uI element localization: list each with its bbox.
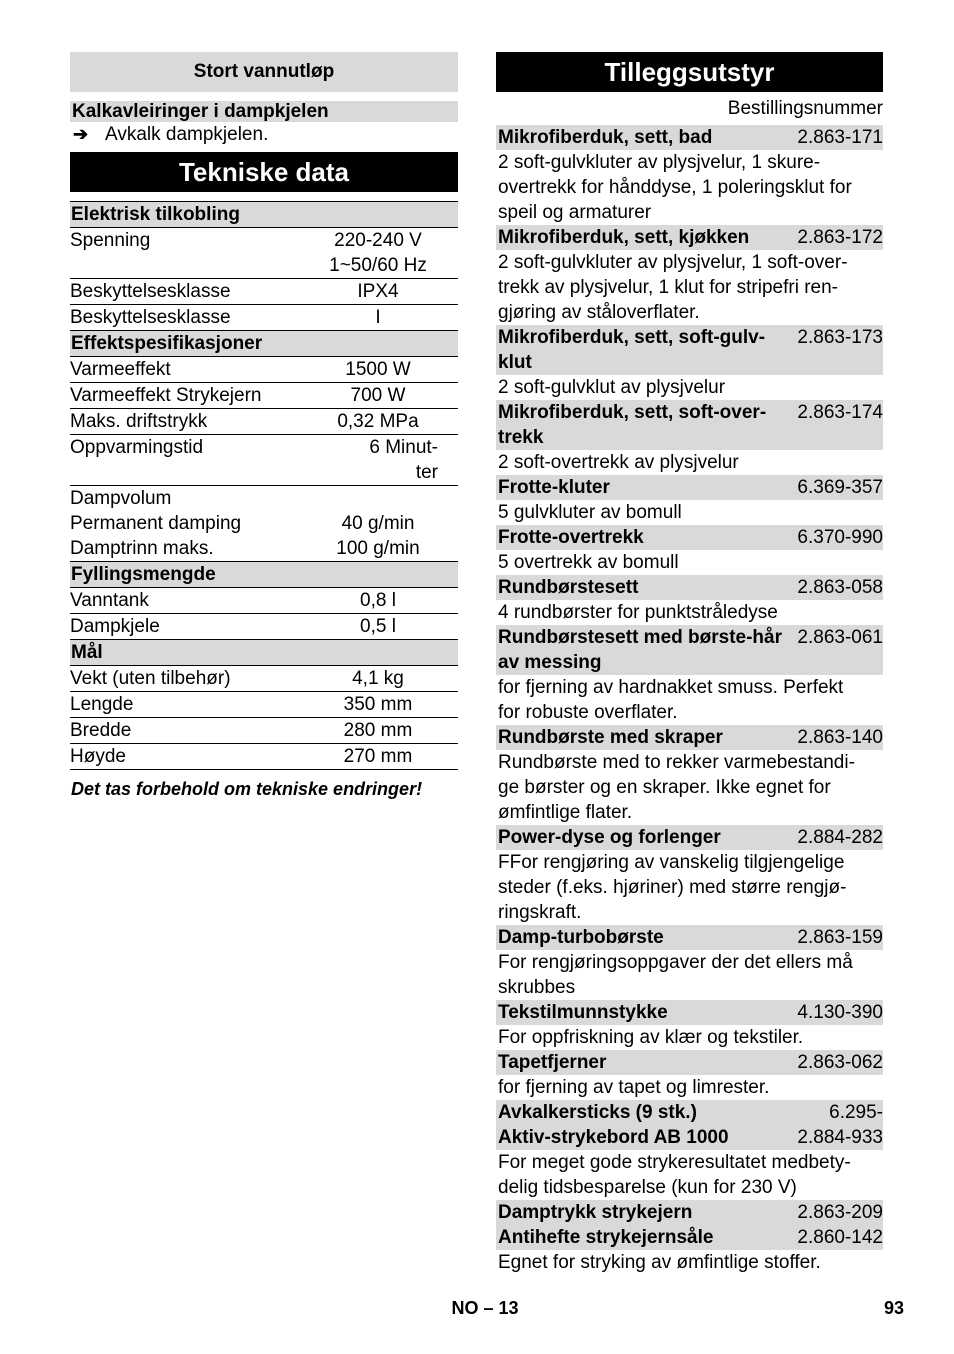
spec-section-label: Effektspesifikasjoner — [70, 331, 458, 357]
spec-label: Dampvolum — [70, 488, 172, 509]
accessory-order-number: 6.369-357 — [797, 477, 883, 498]
spec-row — [70, 486, 458, 512]
spec-value: 6 Minut- — [369, 437, 438, 458]
accessory-description-line: 2 soft-overtrekk av plysjvelur — [498, 452, 739, 473]
spec-label: Permanent damping — [70, 513, 242, 534]
accessory-name: Avkalkersticks (9 stk.) — [498, 1102, 697, 1123]
accessory-name: Rundbørstesett med børste-hår av messing — [498, 627, 782, 673]
spec-value: 350 mm — [298, 692, 458, 718]
accessory-header — [496, 625, 883, 675]
accessory-name: Frotte-overtrekk — [498, 527, 644, 548]
spec-label: Høyde — [70, 744, 298, 770]
accessory-description-line: ge børster og en skraper. Ikke egnet for — [498, 777, 831, 798]
accessory-description-line: delig tidsbesparelse (kun for 230 V) — [498, 1177, 797, 1198]
accessory-description-line: ringskraft. — [498, 902, 582, 923]
spec-section-label: Mål — [70, 640, 458, 666]
spec-label — [70, 460, 298, 486]
accessory-order-number: 6.295- — [829, 1102, 883, 1123]
spec-value: 100 g/min — [298, 536, 458, 562]
spec-row — [70, 435, 458, 461]
accessory-name: Mikrofiberduk, sett, kjøkken — [498, 227, 750, 248]
accessory-order-number: 2.884-282 — [797, 827, 883, 848]
accessory-name: Rundbørste med skraper — [498, 727, 723, 748]
accessory-description-line: For meget gode strykeresultatet medbety- — [498, 1152, 851, 1173]
spec-value: I — [298, 305, 458, 331]
accessory-order-number: 2.860-142 — [797, 1227, 883, 1248]
spec-label: Maks. driftstrykk — [70, 409, 298, 435]
accessory-header — [496, 1200, 883, 1225]
spec-row — [70, 692, 458, 718]
accessory-description-line: for robuste overflater. — [498, 702, 678, 723]
accessory-order-number: 2.863-140 — [797, 727, 883, 748]
spec-label: Dampkjele — [70, 614, 298, 640]
accessory-name: Mikrofiberduk, sett, soft-over-trekk — [498, 402, 767, 448]
instruction-line — [70, 122, 458, 147]
accessory-description-line: for fjerning av hardnakket smuss. Perfekt — [498, 677, 844, 698]
accessory-header — [496, 475, 883, 500]
accessory-header — [496, 400, 883, 450]
accessory-header — [496, 1050, 883, 1075]
accessory-name: Mikrofiberduk, sett, bad — [498, 127, 713, 148]
accessory-description-line: Egnet for stryking av ømfintlige stoffer. — [498, 1252, 821, 1273]
instruction-text: Avkalk dampkjelen. — [105, 124, 269, 145]
accessory-name: Power-dyse og forlenger — [498, 827, 721, 848]
accessories-title: Tilleggsutstyr — [496, 52, 883, 92]
tech-data-title: Tekniske data — [70, 152, 458, 192]
accessory-header — [496, 325, 883, 375]
right-column — [496, 52, 883, 1275]
spec-label: Beskyttelsesklasse — [70, 305, 298, 331]
accessory-name: Tapetfjerner — [498, 1052, 607, 1073]
subheading-limescale: Kalkavleiringer i dampkjelen — [70, 101, 458, 122]
page-number: 93 — [884, 1298, 905, 1318]
accessory-header — [496, 125, 883, 150]
accessory-description-line: 5 gulvkluter av bomull — [498, 502, 682, 523]
spec-label: Vanntank — [70, 588, 298, 614]
accessory-order-number: 2.863-174 — [797, 402, 883, 423]
accessory-description-line: 4 rundbørster for punktstråledyse — [498, 602, 778, 623]
accessory-description-line: gjøring av ståloverflater. — [498, 302, 700, 323]
accessory-order-number: 2.863-062 — [797, 1052, 883, 1073]
spec-value: 1~50/60 Hz — [298, 253, 458, 279]
accessory-order-number: 2.863-209 — [797, 1202, 883, 1223]
spec-label: Varmeeffekt — [70, 357, 298, 383]
left-column — [70, 52, 458, 800]
spec-value: 0,5 l — [298, 614, 458, 640]
spec-value: 280 mm — [298, 718, 458, 744]
accessory-order-number: 2.863-173 — [797, 327, 883, 348]
spec-row — [70, 460, 458, 486]
accessory-name: Tekstilmunnstykke — [498, 1002, 668, 1023]
accessory-description-line: Rundbørste med to rekker varmebestandi- — [498, 752, 855, 773]
spec-row — [70, 357, 458, 383]
arrow-right-icon: ➔ — [73, 124, 89, 144]
spec-value: 0,32 MPa — [298, 409, 458, 435]
spec-value: 700 W — [298, 383, 458, 409]
accessory-description-line: For oppfriskning av klær og tekstiler. — [498, 1027, 804, 1048]
accessory-header — [496, 1125, 883, 1150]
spec-label: Vekt (uten tilbehør) — [70, 666, 298, 692]
spec-label: Varmeeffekt Strykejern — [70, 383, 298, 409]
accessory-description-line: overtrekk for hånddyse, 1 poleringsklut for — [498, 177, 852, 198]
spec-value: 1500 W — [298, 357, 458, 383]
spec-row — [70, 383, 458, 409]
spec-value: 270 mm — [298, 744, 458, 770]
spec-value: 4,1 kg — [298, 666, 458, 692]
accessory-description-line: for fjerning av tapet og limrester. — [498, 1077, 770, 1098]
spec-value — [298, 486, 458, 512]
accessory-description-line: steder (f.eks. hjøriner) med større rengjø- — [498, 877, 847, 898]
accessory-name: Damptrykk strykejern — [498, 1202, 693, 1223]
accessory-order-number: 2.863-058 — [797, 577, 883, 598]
spec-label: Spenning — [70, 230, 151, 251]
spec-section-label: Elektrisk tilkobling — [70, 202, 458, 228]
accessory-order-number: 4.130-390 — [797, 1002, 883, 1023]
spec-section-row — [70, 640, 458, 666]
spec-label: Lengde — [70, 692, 298, 718]
accessory-order-number: 2.863-172 — [797, 227, 883, 248]
spec-row — [70, 744, 458, 770]
accessory-description-line: speil og armaturer — [498, 202, 652, 223]
spec-label: Oppvarmingstid — [70, 437, 204, 458]
spec-row — [70, 588, 458, 614]
accessory-header — [496, 1100, 883, 1125]
accessory-header — [496, 1225, 883, 1250]
accessory-header — [496, 1000, 883, 1025]
accessory-header — [496, 225, 883, 250]
spec-label: Damptrinn maks. — [70, 536, 298, 562]
accessory-header — [496, 825, 883, 850]
accessory-order-number: 2.884-933 — [797, 1127, 883, 1148]
accessory-name: Aktiv-strykebord AB 1000 — [498, 1127, 729, 1148]
accessory-header — [496, 575, 883, 600]
accessory-name: Damp-turbobørste — [498, 927, 664, 948]
spec-label: Bredde — [70, 718, 298, 744]
spec-row — [70, 511, 458, 536]
disclaimer: Det tas forbehold om tekniske endringer! — [71, 779, 423, 799]
spec-label — [70, 253, 298, 279]
accessory-name: Antihefte strykejernsåle — [498, 1227, 714, 1248]
spec-row — [70, 614, 458, 640]
accessory-description-line: FFor rengjøring av vanskelig tilgjengelige — [498, 852, 845, 873]
spec-row — [70, 718, 458, 744]
accessory-description-line: 2 soft-gulvklut av plysjvelur — [498, 377, 726, 398]
accessory-name: Frotte-kluter — [498, 477, 610, 498]
spec-row — [70, 305, 458, 331]
accessory-order-number: 2.863-171 — [797, 127, 883, 148]
spec-value: IPX4 — [298, 279, 458, 305]
spec-value: 0,8 l — [298, 588, 458, 614]
accessory-header — [496, 925, 883, 950]
spec-row — [70, 279, 458, 305]
spec-row — [70, 228, 458, 254]
spec-row — [70, 536, 458, 562]
spec-row — [70, 253, 458, 279]
accessory-description-line: For rengjøringsoppgaver der det ellers må — [498, 952, 853, 973]
accessory-header — [496, 525, 883, 550]
accessory-order-number: 2.863-061 — [797, 627, 883, 648]
spec-section-row — [70, 331, 458, 357]
spec-section-label: Fyllingsmengde — [70, 562, 458, 588]
section-header-water-outlet: Stort vannutløp — [70, 52, 458, 92]
accessory-name: Rundbørstesett — [498, 577, 639, 598]
accessory-description-line: 2 soft-gulvkluter av plysjvelur, 1 soft-over- — [498, 252, 848, 273]
accessory-description-line: 2 soft-gulvkluter av plysjvelur, 1 skure- — [498, 152, 821, 173]
accessories-list — [496, 125, 883, 1275]
spec-value: 220-240 V — [334, 230, 422, 251]
accessory-description-line: skrubbes — [498, 977, 576, 998]
accessory-description-line: trekk av plysjvelur, 1 klut for stripefri ren- — [498, 277, 838, 298]
spec-section-row — [70, 562, 458, 588]
accessory-name: Mikrofiberduk, sett, soft-gulv-klut — [498, 327, 766, 373]
spec-row — [70, 666, 458, 692]
order-number-label: Bestillingsnummer — [727, 98, 883, 119]
accessory-description-line: 5 overtrekk av bomull — [498, 552, 679, 573]
spec-row — [70, 409, 458, 435]
accessory-description-line: ømfintlige flater. — [498, 802, 633, 823]
spec-section-row — [70, 202, 458, 228]
accessory-order-number: 6.370-990 — [797, 527, 883, 548]
spec-label: Beskyttelsesklasse — [70, 279, 298, 305]
spec-value: ter — [298, 460, 458, 486]
footer-section-label: NO – 13 — [451, 1298, 519, 1318]
accessory-order-number: 2.863-159 — [797, 927, 883, 948]
spec-value: 40 g/min — [341, 513, 415, 534]
specs-table — [70, 201, 458, 770]
accessory-header — [496, 725, 883, 750]
